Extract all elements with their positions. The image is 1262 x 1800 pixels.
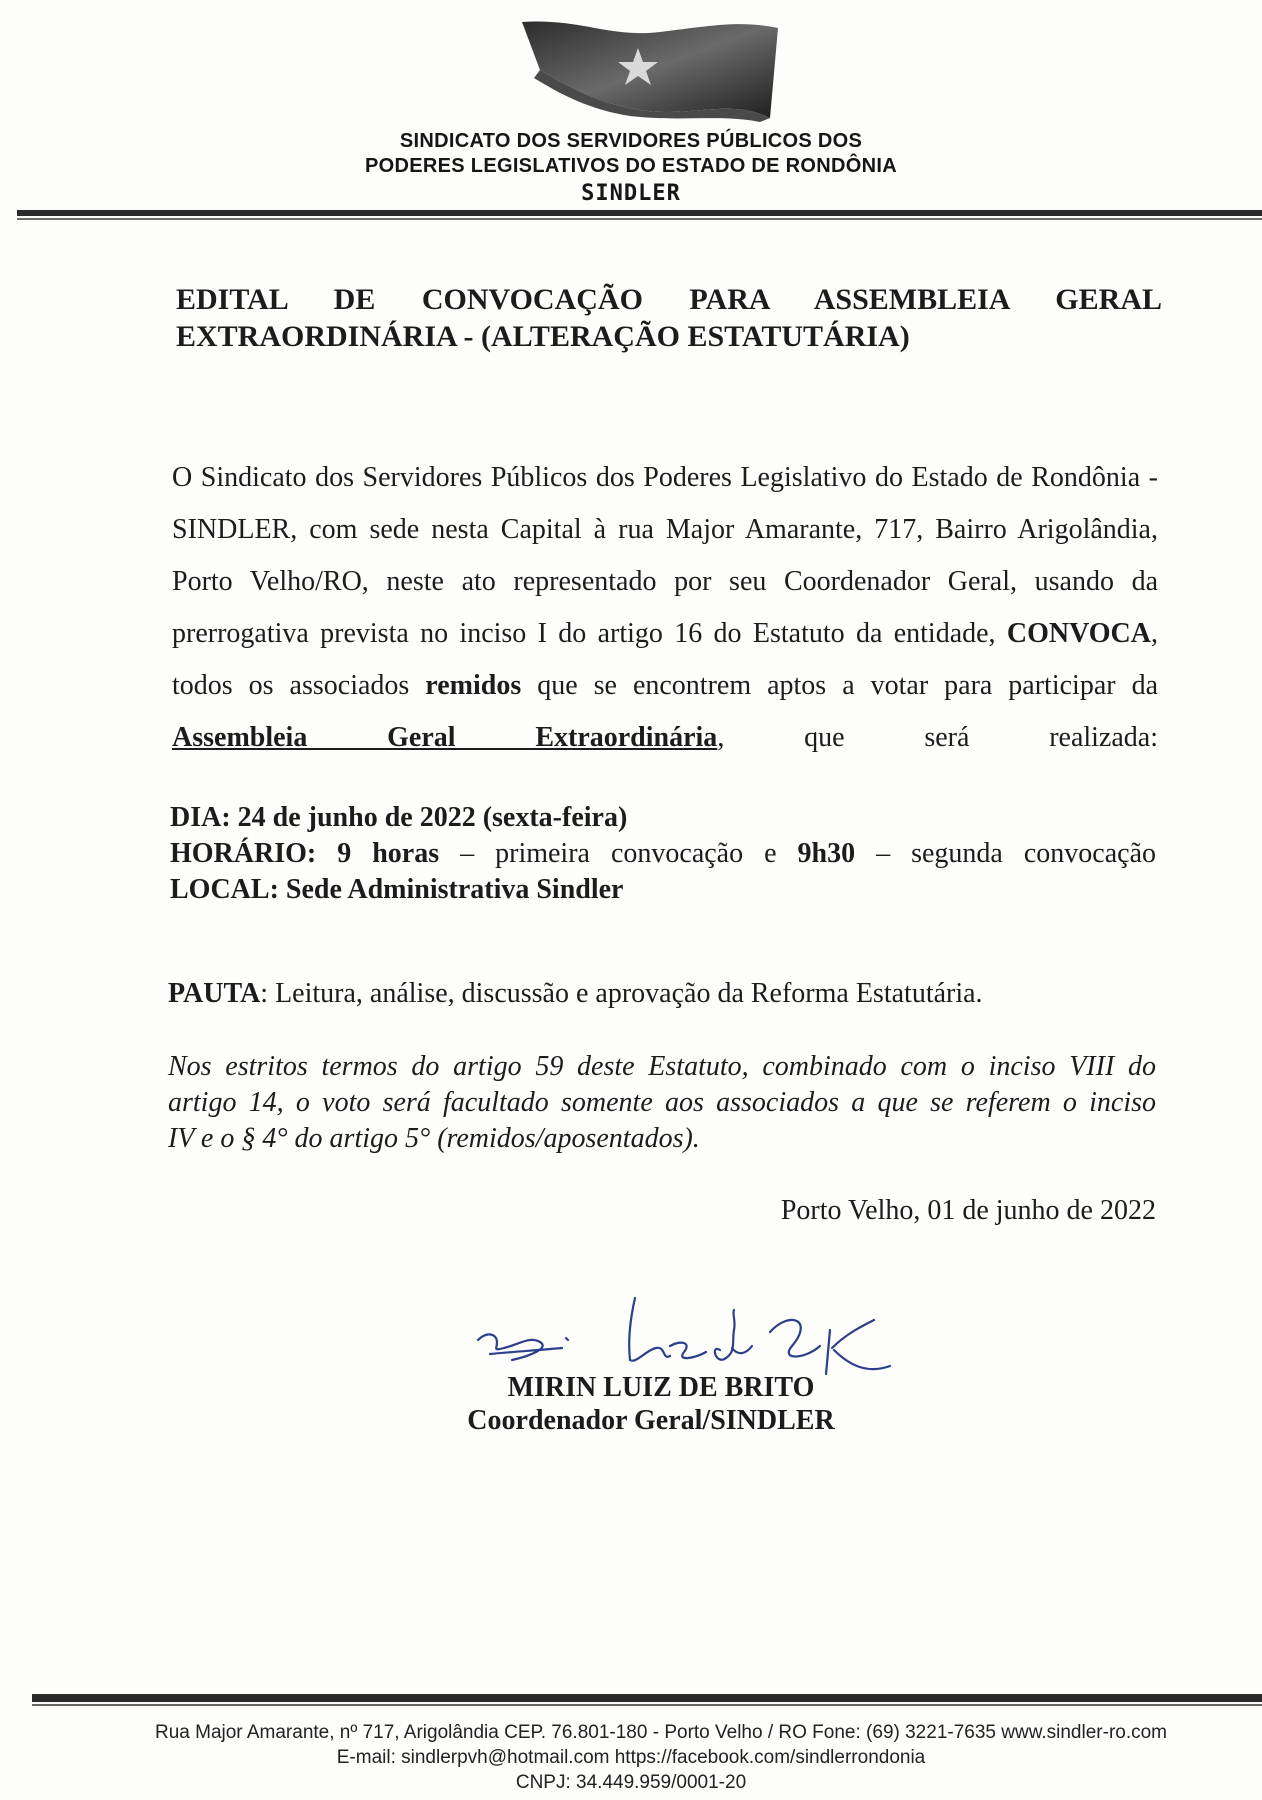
paragraph-intro: O Sindicato dos Servidores Públicos dos Poderes Legislativo do Estado de Rondônia - SINDLER, com sede nesta Capital à rua Major Amarante, 717, Bairro Arigolândia, Porto Velho/RO, neste ato representado por seu Coordenador Geral, usando da prerrogativa prevista no inciso I do artigo 16 do Estatuto da entidade,: [172, 462, 1158, 649]
note-line1: Nos estritos termos do artigo 59 deste Estatuto, combinado com o inciso VIII do: [168, 1051, 1156, 1082]
footer-cnpj: CNPJ: 34.449.959/0001-20: [515, 1772, 747, 1793]
footer-address: Rua Major Amarante, nº 717, Arigolândia CEP. 76.801-180 - Porto Velho / RO Fone: (69) 3221-7635 www.sindler-ro.com: [154, 1722, 1168, 1743]
meeting-date: DIA: 24 de junho de 2022 (sexta-feira): [170, 802, 628, 833]
meeting-details: [170, 800, 1156, 908]
org-name-line2: PODERES LEGISLATIVOS DO ESTADO DE RONDÔNIA: [365, 155, 897, 177]
convoca-word: CONVOCA: [1006, 618, 1151, 649]
assembly-name: Assembleia Geral Extraordinária: [172, 722, 718, 753]
time-mid: – primeira convocação e: [439, 838, 798, 869]
statute-note: [168, 1049, 1156, 1157]
note-line3: IV e o § 4° do artigo 5° (remidos/aposentados).: [168, 1123, 700, 1154]
header-divider-thin: [17, 218, 1262, 220]
meeting-time: [170, 836, 1156, 872]
header-divider: [17, 210, 1262, 216]
org-acronym: SINDLER: [581, 181, 681, 206]
time-second: 9h30: [797, 838, 856, 869]
signer-role: Coordenador Geral/SINDLER: [467, 1405, 835, 1436]
place-date: Porto Velho, 01 de junho de 2022: [780, 1195, 1156, 1226]
paragraph-text-c: , que será realizada:: [717, 722, 1158, 753]
footer-contact: E-mail: sindlerpvh@hotmail.com https://facebook.com/sindlerrondonia: [336, 1747, 926, 1768]
agenda-label: PAUTA: [168, 978, 261, 1009]
rondonia-flag-icon: [520, 18, 780, 123]
footer-divider-thin: [32, 1704, 1262, 1706]
agenda: [168, 978, 1158, 1010]
meeting-location: LOCAL: Sede Administrativa Sindler: [170, 874, 624, 905]
paragraph-text-a: , todos os associados: [172, 618, 1158, 701]
paragraph-text-b: que se encontrem aptos a votar para participar da: [521, 670, 1158, 701]
signer-name: MIRIN LUIZ DE BRITO: [507, 1372, 815, 1403]
agenda-text: : Leitura, análise, discussão e aprovação da Reforma Estatutária.: [260, 978, 983, 1009]
time-first: HORÁRIO: 9 horas: [170, 838, 440, 869]
footer-divider: [32, 1694, 1262, 1702]
document-title-line1: EDITAL DE CONVOCAÇÃO PARA ASSEMBLEIA GERAL: [176, 283, 1162, 316]
convocation-paragraph: [172, 452, 1158, 764]
time-end: – segunda convocação: [855, 838, 1156, 869]
remidos-word: remidos: [425, 670, 522, 701]
note-line2: artigo 14, o voto será facultado somente aos associados a que se referem o inciso: [168, 1087, 1156, 1118]
document-title-line2: EXTRAORDINÁRIA - (ALTERAÇÃO ESTATUTÁRIA): [176, 320, 910, 353]
org-name-line1: SINDICATO DOS SERVIDORES PÚBLICOS DOS: [399, 130, 863, 152]
